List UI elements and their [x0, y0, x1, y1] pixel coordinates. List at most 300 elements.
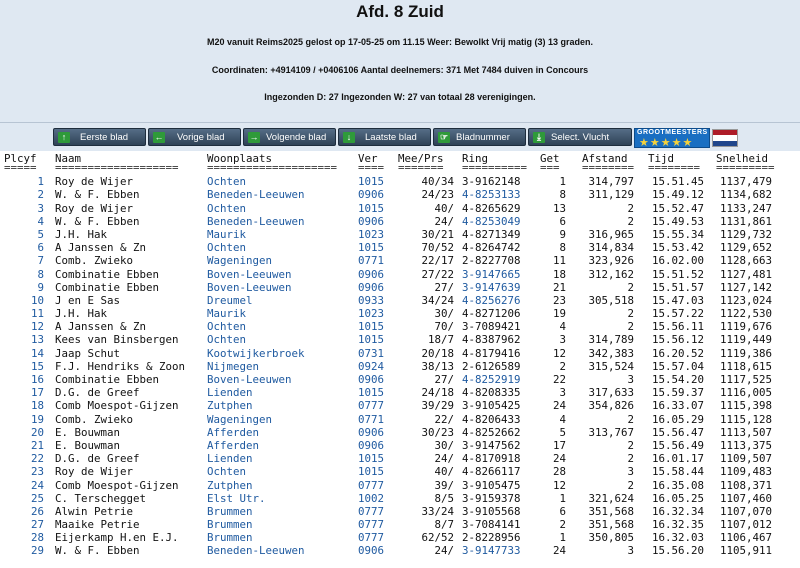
cell-tijd: 16.02.00	[651, 254, 704, 268]
cell-snelheid: 1113,507	[719, 425, 772, 439]
cell-plcyf: 2	[37, 188, 44, 202]
cell-ring: 4-8179416	[462, 346, 521, 360]
select-flight-button[interactable]	[528, 128, 632, 146]
cell-afstand: 316,965	[588, 227, 634, 241]
cell-plcyf: 18	[30, 399, 44, 413]
cell-naam: F.J. Hendriks & Zoon	[55, 359, 186, 373]
cell-mee-prs: 62/52	[421, 531, 454, 545]
cell-ver: 0771	[358, 254, 385, 268]
cell-mee-prs: 30/	[434, 307, 454, 321]
cell-snelheid: 1107,460	[719, 491, 772, 505]
cell-ring: 4-8387962	[462, 333, 521, 347]
cell-plcyf: 14	[30, 346, 44, 360]
cell-snelheid: 1129,732	[719, 227, 772, 241]
cell-mee-prs: 24/	[434, 544, 454, 558]
cell-tijd: 16.32.34	[651, 504, 704, 518]
separator-woonplaats: ====================	[207, 161, 338, 175]
cell-afstand: 317,633	[588, 386, 634, 400]
cell-ver: 0731	[358, 346, 385, 360]
cell-naam: A Janssen & Zn	[55, 241, 147, 255]
table-row	[0, 426, 800, 439]
cell-woonplaats: Lienden	[207, 452, 253, 466]
table-row	[0, 373, 800, 386]
cell-mee-prs: 8/7	[434, 518, 454, 532]
cell-snelheid: 1119,676	[719, 320, 772, 334]
cell-plcyf: 10	[30, 293, 44, 307]
cell-plcyf: 22	[30, 452, 44, 466]
cell-mee-prs: 20/18	[421, 346, 454, 360]
cell-get: 3	[559, 333, 566, 347]
cell-snelheid: 1108,371	[719, 478, 772, 492]
cell-ring: 4-8271206	[462, 307, 521, 321]
cell-ver: 1023	[358, 227, 385, 241]
entries-line: Ingezonden D: 27 Ingezonden W: 27 van totaal 28 verenigingen.	[264, 92, 536, 102]
cell-ring: 4-8264742	[462, 241, 521, 255]
table-row	[0, 254, 800, 267]
cell-naam: C. Terschegget	[55, 491, 147, 505]
table-row	[0, 452, 800, 465]
cell-mee-prs: 40/34	[421, 175, 454, 189]
cell-afstand: 2	[627, 201, 634, 215]
cell-woonplaats: Kootwijkerbroek	[207, 346, 305, 360]
table-row	[0, 333, 800, 346]
cell-tijd: 16.05.25	[651, 491, 704, 505]
cell-afstand: 354,826	[588, 399, 634, 413]
cell-woonplaats: Boven-Leeuwen	[207, 267, 292, 281]
table-row	[0, 320, 800, 333]
left-arrow-icon: ←	[154, 132, 164, 142]
cell-plcyf: 5	[37, 227, 44, 241]
cell-ver: 0777	[358, 531, 385, 545]
cell-get: 19	[552, 307, 566, 321]
cell-snelheid: 1105,911	[719, 544, 772, 558]
table-row	[0, 228, 800, 241]
table-row	[0, 188, 800, 201]
cell-snelheid: 1109,507	[719, 452, 772, 466]
header-naam: Naam	[55, 152, 82, 165]
table-row	[0, 386, 800, 399]
cell-afstand: 3	[627, 373, 634, 386]
table-row	[0, 268, 800, 281]
cell-mee-prs: 30/	[434, 438, 454, 452]
cell-ver: 1015	[358, 452, 385, 466]
cell-ring: 3-9105475	[462, 478, 521, 492]
cell-mee-prs: 30/23	[421, 425, 454, 439]
cell-tijd: 15.56.12	[651, 333, 704, 347]
cell-afstand: 314,797	[588, 175, 634, 189]
cell-mee-prs: 34/24	[421, 293, 454, 307]
cell-plcyf: 23	[30, 465, 44, 479]
cell-get: 24	[552, 544, 566, 558]
cell-woonplaats: Boven-Leeuwen	[207, 280, 292, 294]
cell-naam: W. & F. Ebben	[55, 544, 140, 558]
first-page-button[interactable]	[53, 128, 146, 146]
cell-get: 3	[559, 386, 566, 400]
cell-ring: 2-8228956	[462, 531, 521, 545]
cell-ver: 1015	[358, 175, 385, 189]
stars-icon: ★★★★★	[639, 137, 694, 149]
cell-woonplaats: Ochten	[207, 320, 247, 334]
cell-afstand: 351,568	[588, 504, 634, 518]
table-row	[0, 294, 800, 307]
cell-woonplaats: Wageningen	[207, 412, 273, 426]
cell-snelheid: 1123,024	[719, 293, 772, 307]
table-row	[0, 347, 800, 360]
cell-woonplaats: Wageningen	[207, 254, 273, 268]
previous-page-button[interactable]	[148, 128, 241, 146]
cell-get: 13	[552, 201, 566, 215]
cell-tijd: 16.32.35	[651, 518, 704, 532]
header-get: Get	[540, 152, 560, 165]
header-mee-prs: Mee/Prs	[398, 152, 444, 165]
cell-naam: E. Bouwman	[55, 425, 121, 439]
cell-snelheid: 1127,481	[719, 267, 772, 281]
next-page-button[interactable]	[243, 128, 336, 146]
cell-get: 28	[552, 465, 566, 479]
header-plcyf: Plcyf	[4, 152, 37, 165]
cell-naam: Jaap Schut	[55, 346, 121, 360]
cell-tijd: 15.57.04	[651, 359, 704, 373]
table-row	[0, 479, 800, 492]
cell-naam: Roy de Wijer	[55, 201, 134, 215]
table-row	[0, 360, 800, 373]
cell-woonplaats: Beneden-Leeuwen	[207, 544, 305, 558]
cell-ring: 3-9147665	[462, 267, 521, 281]
cell-naam: Combinatie Ebben	[55, 280, 160, 294]
cell-ver: 1002	[358, 491, 385, 505]
cell-ver: 0906	[358, 438, 385, 452]
cell-plcyf: 17	[30, 386, 44, 400]
cell-naam: Combinatie Ebben	[55, 373, 160, 386]
cell-plcyf: 15	[30, 359, 44, 373]
cell-get: 22	[552, 373, 566, 386]
cell-naam: J.H. Hak	[55, 227, 108, 241]
separator-mee-prs: =======	[398, 161, 444, 175]
cell-ring: 3-7089421	[462, 320, 521, 334]
table-row	[0, 281, 800, 294]
cell-naam: Roy de Wijer	[55, 465, 134, 479]
cell-plcyf: 3	[37, 201, 44, 215]
cell-ver: 0924	[358, 359, 385, 373]
coordinates-line: Coordinaten: +4914109 / +0406106 Aantal deelnemers: 371 Met 7484 duiven in Concours	[211, 65, 589, 75]
cell-snelheid: 1109,483	[719, 465, 772, 479]
navigation-toolbar	[0, 123, 800, 151]
right-arrow-icon: →	[249, 132, 259, 142]
cell-snelheid: 1122,530	[719, 307, 772, 321]
separator-ring: ==========	[462, 161, 528, 175]
cell-ring: 3-9105425	[462, 399, 521, 413]
cell-tijd: 16.33.07	[651, 399, 704, 413]
cell-ver: 0906	[358, 214, 385, 228]
cell-woonplaats: Nijmegen	[207, 359, 260, 373]
cell-snelheid: 1106,467	[719, 531, 772, 545]
cell-plcyf: 16	[30, 373, 44, 386]
page-number-button[interactable]	[433, 128, 526, 146]
table-row	[0, 531, 800, 544]
cell-tijd: 15.56.11	[651, 320, 704, 334]
cell-ver: 1015	[358, 386, 385, 400]
cell-get: 6	[559, 214, 566, 228]
cell-afstand: 314,789	[588, 333, 634, 347]
separator-tijd: ========	[648, 161, 701, 175]
cell-plcyf: 8	[37, 267, 44, 281]
cell-tijd: 15.56.49	[651, 438, 704, 452]
cell-mee-prs: 30/21	[421, 227, 454, 241]
cell-woonplaats: Maurik	[207, 227, 247, 241]
header-separator	[0, 161, 800, 175]
cell-naam: Comb. Zwieko	[55, 412, 134, 426]
cell-tijd: 15.57.22	[651, 307, 704, 321]
cell-get: 12	[552, 346, 566, 360]
separator-plcyf: =====	[4, 161, 37, 175]
cell-afstand: 313,767	[588, 425, 634, 439]
last-page-button[interactable]	[338, 128, 431, 146]
cell-plcyf: 12	[30, 320, 44, 334]
cell-woonplaats: Lienden	[207, 386, 253, 400]
cell-naam: Roy de Wijer	[55, 175, 134, 189]
table-row	[0, 399, 800, 412]
cell-afstand: 323,926	[588, 254, 634, 268]
download-icon: ⤓	[533, 132, 545, 143]
cell-ver: 0906	[358, 425, 385, 439]
cell-get: 21	[552, 280, 566, 294]
cell-woonplaats: Boven-Leeuwen	[207, 373, 292, 386]
cell-afstand: 350,805	[588, 531, 634, 545]
cell-tijd: 15.49.53	[651, 214, 704, 228]
cell-naam: W. & F. Ebben	[55, 188, 140, 202]
cell-naam: Comb. Zwieko	[55, 254, 134, 268]
table-row	[0, 202, 800, 215]
cell-ver: 0777	[358, 399, 385, 413]
cell-mee-prs: 27/	[434, 373, 454, 386]
cell-tijd: 16.32.03	[651, 531, 704, 545]
previous-page-label: Vorige blad	[177, 132, 225, 143]
cell-snelheid: 1113,375	[719, 438, 772, 452]
cell-mee-prs: 33/24	[421, 504, 454, 518]
cell-tijd: 16.20.52	[651, 346, 704, 360]
cell-mee-prs: 8/5	[434, 491, 454, 505]
cell-snelheid: 1119,449	[719, 333, 772, 347]
cell-mee-prs: 18/7	[427, 333, 454, 347]
cell-mee-prs: 40/	[434, 465, 454, 479]
cell-ring: 4-8252919	[462, 373, 521, 386]
table-row	[0, 307, 800, 320]
cell-woonplaats: Zutphen	[207, 478, 253, 492]
cell-afstand: 2	[627, 280, 634, 294]
cell-ring: 4-8256276	[462, 293, 521, 307]
cell-tijd: 15.54.20	[651, 373, 704, 386]
next-page-label: Volgende blad	[266, 132, 327, 143]
cell-naam: Comb Moespot-Gijzen	[55, 399, 179, 413]
header-woonplaats: Woonplaats	[207, 152, 273, 165]
cell-snelheid: 1117,525	[719, 373, 772, 386]
cell-mee-prs: 22/	[434, 412, 454, 426]
cell-naam: D.G. de Greef	[55, 452, 140, 466]
cell-naam: Eijerkamp H.en E.J.	[55, 531, 179, 545]
cell-get: 24	[552, 452, 566, 466]
cell-tijd: 15.56.47	[651, 425, 704, 439]
table-row	[0, 518, 800, 531]
cell-snelheid: 1129,652	[719, 241, 772, 255]
separator-snelheid: =========	[716, 161, 775, 175]
page-title: Afd. 8 Zuid	[356, 2, 444, 21]
first-page-label: Eerste blad	[80, 132, 129, 143]
cell-get: 6	[559, 504, 566, 518]
cell-get: 4	[559, 412, 566, 426]
cell-mee-prs: 24/	[434, 214, 454, 228]
table-row	[0, 241, 800, 254]
cell-woonplaats: Ochten	[207, 201, 247, 215]
cell-get: 8	[559, 241, 566, 255]
cell-snelheid: 1107,012	[719, 518, 772, 532]
cell-afstand: 351,568	[588, 518, 634, 532]
cell-snelheid: 1115,398	[719, 399, 772, 413]
cell-ring: 4-8271349	[462, 227, 521, 241]
cell-woonplaats: Ochten	[207, 333, 247, 347]
cell-snelheid: 1107,070	[719, 504, 772, 518]
cell-tijd: 16.05.29	[651, 412, 704, 426]
cell-plcyf: 9	[37, 280, 44, 294]
results-table	[0, 152, 800, 558]
report-header	[0, 0, 800, 123]
cell-ring: 2-8227708	[462, 254, 521, 268]
cell-mee-prs: 24/23	[421, 188, 454, 202]
cell-ring: 4-8265629	[462, 201, 521, 215]
hand-pointer-icon: ☞	[439, 132, 449, 142]
cell-afstand: 2	[627, 452, 634, 466]
cell-woonplaats: Afferden	[207, 425, 260, 439]
header-ring: Ring	[462, 152, 489, 165]
cell-naam: A Janssen & Zn	[55, 320, 147, 334]
cell-afstand: 3	[627, 544, 634, 558]
cell-plcyf: 4	[37, 214, 44, 228]
cell-ring: 3-9159378	[462, 491, 521, 505]
cell-ring: 3-7084141	[462, 518, 521, 532]
cell-get: 8	[559, 188, 566, 202]
cell-tijd: 15.56.20	[651, 544, 704, 558]
cell-ring: 3-9162148	[462, 175, 521, 189]
cell-snelheid: 1115,128	[719, 412, 772, 426]
table-row	[0, 465, 800, 478]
grootmeesters-label: GROOTMEESTERS	[637, 129, 708, 136]
cell-naam: Maaike Petrie	[55, 518, 140, 532]
cell-afstand: 312,162	[588, 267, 634, 281]
cell-woonplaats: Dreumel	[207, 293, 253, 307]
cell-tijd: 15.47.03	[651, 293, 704, 307]
cell-snelheid: 1119,386	[719, 346, 772, 360]
cell-mee-prs: 39/	[434, 478, 454, 492]
cell-afstand: 315,524	[588, 359, 634, 373]
cell-afstand: 314,834	[588, 241, 634, 255]
cell-naam: E. Bouwman	[55, 438, 121, 452]
cell-ring: 2-6126589	[462, 359, 521, 373]
cell-tijd: 15.51.52	[651, 267, 704, 281]
cell-mee-prs: 22/17	[421, 254, 454, 268]
cell-ring: 4-8170918	[462, 452, 521, 466]
cell-afstand: 305,518	[588, 293, 634, 307]
cell-plcyf: 29	[30, 544, 44, 558]
grootmeesters-badge[interactable]	[634, 128, 710, 148]
cell-ver: 0906	[358, 188, 385, 202]
cell-mee-prs: 24/18	[421, 386, 454, 400]
cell-afstand: 2	[627, 412, 634, 426]
cell-ring: 4-8253049	[462, 214, 521, 228]
cell-ring: 3-9147562	[462, 438, 521, 452]
cell-ring: 3-9147639	[462, 280, 521, 294]
cell-mee-prs: 40/	[434, 201, 454, 215]
cell-tijd: 15.53.42	[651, 241, 704, 255]
cell-snelheid: 1137,479	[719, 175, 772, 189]
cell-woonplaats: Brummen	[207, 504, 253, 518]
table-row	[0, 175, 800, 188]
header-afstand: Afstand	[582, 152, 628, 165]
cell-woonplaats: Afferden	[207, 438, 260, 452]
table-row	[0, 439, 800, 452]
cell-ring: 3-9147733	[462, 544, 521, 558]
cell-snelheid: 1131,861	[719, 214, 772, 228]
separator-ver: ====	[358, 161, 385, 175]
cell-afstand: 2	[627, 320, 634, 334]
cell-plcyf: 27	[30, 518, 44, 532]
cell-ring: 4-8206433	[462, 412, 521, 426]
cell-ring: 4-8252662	[462, 425, 521, 439]
cell-woonplaats: Ochten	[207, 175, 247, 189]
cell-get: 5	[559, 425, 566, 439]
cell-woonplaats: Beneden-Leeuwen	[207, 188, 305, 202]
cell-ver: 1015	[358, 241, 385, 255]
cell-ver: 0777	[358, 518, 385, 532]
cell-ring: 4-8266117	[462, 465, 521, 479]
cell-naam: D.G. de Greef	[55, 386, 140, 400]
cell-tijd: 15.51.57	[651, 280, 704, 294]
cell-plcyf: 26	[30, 504, 44, 518]
cell-naam: Alwin Petrie	[55, 504, 134, 518]
separator-get: ===	[540, 161, 560, 175]
up-arrow-icon: ↑	[58, 132, 70, 143]
cell-get: 2	[559, 359, 566, 373]
cell-get: 2	[559, 518, 566, 532]
header-tijd: Tijd	[648, 152, 675, 165]
cell-plcyf: 13	[30, 333, 44, 347]
cell-plcyf: 24	[30, 478, 44, 492]
cell-get: 24	[552, 399, 566, 413]
dutch-flag-icon[interactable]	[712, 129, 738, 147]
cell-afstand: 2	[627, 438, 634, 452]
cell-snelheid: 1133,247	[719, 201, 772, 215]
cell-plcyf: 19	[30, 412, 44, 426]
cell-ver: 0906	[358, 544, 385, 558]
cell-afstand: 342,383	[588, 346, 634, 360]
cell-afstand: 311,129	[588, 188, 634, 202]
cell-woonplaats: Brummen	[207, 518, 253, 532]
cell-get: 1	[559, 491, 566, 505]
header-snelheid: Snelheid	[716, 152, 769, 165]
cell-afstand: 2	[627, 214, 634, 228]
cell-naam: J.H. Hak	[55, 307, 108, 321]
cell-plcyf: 20	[30, 425, 44, 439]
header-ver: Ver	[358, 152, 378, 165]
cell-afstand: 321,624	[588, 491, 634, 505]
cell-plcyf: 28	[30, 531, 44, 545]
last-page-label: Laatste blad	[365, 132, 417, 143]
cell-snelheid: 1118,615	[719, 359, 772, 373]
cell-woonplaats: Ochten	[207, 241, 247, 255]
cell-plcyf: 21	[30, 438, 44, 452]
separator-naam: ===================	[55, 161, 179, 175]
cell-snelheid: 1116,005	[719, 386, 772, 400]
table-row	[0, 492, 800, 505]
cell-ver: 0933	[358, 293, 385, 307]
